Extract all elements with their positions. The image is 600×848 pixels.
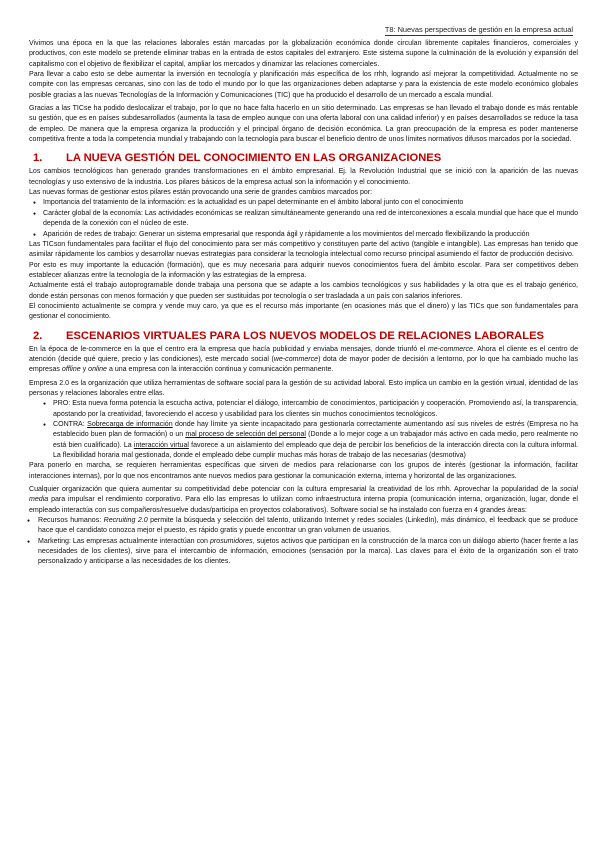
intro-paragraph-1: Vivimos una época en la que las relaciones laborales están marcadas por la globalización económica donde circulan libremente capitales financieros, comerciales y productivos, con este modelo se pretende eliminar trabas en la entrada de estos capitales del extranjero. Este sistema supone la culminación de la evolución y expansión del capitalismo con el objetivo de flexibilizar el capital, ampliar los mercados y dinamizar las relaciones comerciales.	[29, 40, 578, 68]
emphasis: social media	[29, 486, 578, 504]
list-item: ● Importancia del tratamiento de la información: es la actualidad es un papel determinante en el ámbito laboral junto con el conocimiento	[29, 198, 578, 208]
emphasis: prosumidores	[210, 537, 253, 545]
intro-paragraph-3: Gracias a las TICse ha podido deslocalizar el trabajo, por lo que no hace falta hacerlo en un sitio determinado. Las empresas se han llevado el trabajo donde es más rentable su gestión, que es en países subdesarrollados (aumenta la tasa de empleo aunque con una oferta laboral con una calidad inferior) y en países desarrollados se reduce la tasa de empleo. De manera que la empresa organiza la producción y el principal órgano de decisión económica. La gran preocupación de la empresa es poder mantenerse competitiva frente a toda la competencia mundial y trabajando con la tecnología para buscar el beneficio dentro de unos límites normativos difusos marcados por la sociedad.	[29, 105, 578, 144]
section-1-paragraph: Actualmente está el trabajo autoprogramable donde trabaja una persona que se adapte a los cambios tecnológicos y sus habilidades y la otra que es el trabajo genérico, donde están personas con menos formación y que pueden ser sustituidas por tecnología o ser trasladada a un país con salarios inferiores.	[29, 282, 578, 300]
list-item-contra	[41, 420, 578, 461]
section-2-paragraph: Para ponerlo en marcha, se requieren herramientas específicas que sirven de medios para relacionarse con los grupos de interés (gestionar la información, facilitar interacciones internas), por lo que nos encontramos ante nuevos medios para gestionar la comunicación externa, interna y horizontal de las organizaciones.	[29, 462, 578, 480]
text-run: permite la búsqueda y selección del talento, utilizando Internet y redes sociales (LinkedIn), más dinámico, el feedback que se produce hace que el candidato conozca mejor el puesto, es rápido gratis y puede encontrar un gran volumen de usuarios.	[38, 517, 578, 535]
list-item-pro: ● PRO: Esta nueva forma potencia la escucha activa, potenciar el diálogo, intercambio de conocimientos, participación y cooperación. Promoviendo así, la transparencia, apostando por la creatividad, favoreciendo el acceso y usabilidad para los clientes sin muchos conocimientos tecnológicos.	[41, 399, 578, 420]
emphasis: me-commerce	[427, 345, 473, 353]
text-run: Recursos humanos:	[38, 517, 104, 525]
emphasis: Recruiting 2.0	[103, 517, 148, 525]
text-run: a una empresa con la interacción continua y comunicación permanente.	[106, 366, 334, 374]
section-2-title: ESCENARIOS VIRTUALES PARA LOS NUEVOS MODELOS DE RELACIONES LABORALES	[66, 329, 544, 342]
section-1-number: 1.	[33, 152, 43, 165]
underlined-text: mal proceso de selección del personal	[185, 431, 306, 439]
intro-paragraph-2: Para llevar a cabo esto se debe aumentar la inversión en tecnología y planificación más específica de los rrhh, logrando así mejorar la competitividad. Actualmente no se compite con las empresas cercanas, sino con las de todo el mundo por lo que las organizaciones deben adaptarse y para la existencia de este modelo económico globales posible gracias a las nuevas Tecnologías de la Información y Comunicaciones (TIC) que ha producido el desarrollo de un mercado a escala mundial.	[29, 71, 578, 99]
section-1-bullet-list	[29, 198, 578, 239]
text-run: CONTRA:	[53, 421, 88, 428]
emphasis: online	[88, 366, 107, 374]
list-item-recursos-humanos	[29, 516, 578, 537]
section-2-number: 2.	[33, 329, 43, 342]
list-item-marketing	[29, 537, 578, 568]
section-1-paragraph: El conocimiento actualmente se compra y vende muy caro, ya que es el recurso más importante (en ocasiones más que el dinero) y las TICs que son fundamentales para gestionar el conocimiento.	[29, 302, 578, 321]
section-1-paragraph: Por esto es muy importante la educación (formación), que es muy necesaria para adquirir nuevos conocimientos fuera del ámbito escolar. Para ser competitivos deben establecer alianzas entre la tecnología de la información y las estrategias de la empresa.	[29, 261, 578, 279]
text-run: para impulsar el rendimiento corporativo. Para ello las empresas lo utilizan como infraestructura interna propia (comunicación interna, organización, lugar, donde el empleado interactúa con sus compañeros/resuelve dudas/participa en proyectos colaborativos). Software social se ha instalado con fuerza en 4 grandes áreas:	[29, 496, 578, 514]
document-body	[29, 39, 578, 568]
areas-list	[29, 516, 578, 568]
page-header: T8: Nuevas perspectivas de gestión en la empresa actual	[384, 25, 573, 34]
underlined-text: interacción virtual	[133, 441, 189, 449]
text-run: En la época de le-commerce en la que el centro era la empresa que hacía publicidad y enviaba mensajes, donde triunfó el	[29, 345, 428, 353]
list-item: ● Carácter global de la economía: Las actividades económicas se realizan simultáneamente generando una red de interconexiones a escala mundial que hace que el mundo dependa de la conexión con el núcleo de este.	[29, 209, 578, 230]
section-2-paragraph	[29, 345, 578, 376]
section-1-heading	[29, 152, 578, 164]
text-run: Marketing: Las empresas actualmente interactúan con	[38, 537, 211, 545]
section-1-paragraph: Las TICson fundamentales para facilitar el flujo del conocimiento para ser más competitivo y constituyen parte del activo (tangible e intangible). Las empresas han tenido que asimilar rápidamente los cambios y desarrollar nuevas estrategias para considerar la tecnología intelectual como recurso principal asumiendo el factor de producción decisivo.	[29, 240, 578, 259]
section-2-paragraph	[29, 485, 578, 516]
section-1-paragraph: Las nuevas formas de gestionar estos pilares están provocando una serie de grandes cambios marcados por:	[29, 189, 373, 197]
text-run: , sujetos activos que participan en la construcción de la marca con un diálogo abierto (hacer frente a las necesidades de los clientes), sirve para el intercambio de información, emociones (sensación por la marca). Las claves para el éxito de la organización son el trato personalizado y anticiparse a las necesidades de los clientes.	[38, 537, 578, 566]
section-2-paragraph: Empresa 2.0 es la organización que utiliza herramientas de software social para la gestión de su actividad laboral. Esto implica un cambio en la gestión virtual, identidad de las personas y relaciones laborales entre ellas.	[29, 379, 578, 397]
pro-contra-list	[29, 399, 578, 461]
list-item: ● Aparición de redes de trabajo: Generar un sistema empresarial que responda ágil y rápidamente a los movimientos del mercado flexibilizando la producción	[29, 230, 578, 240]
text-run: y	[80, 366, 89, 374]
text-run: favorece a un aislamiento del empleado que deja de percibir los beneficios de la interacción directa con la cultura informal. La flexibilidad horaria mal gestionada, donde el empleado debe cumplir muchas más horas de trabajo de las necesarias (desmotiva)	[53, 441, 578, 460]
section-1-title: LA NUEVA GESTIÓN DEL CONOCIMIENTO EN LAS ORGANIZACIONES	[66, 152, 442, 165]
text-run: (Donde a lo mejor coge a un trabajador más activo en cada medio, pero realmente no está bien cualificado). La	[53, 431, 578, 449]
underlined-text: Sobrecarga de información	[87, 421, 173, 428]
emphasis: offline	[61, 366, 81, 374]
text-run: Cualquier organización que quiera aumentar su competitividad debe potenciar con la cultura empresarial la creatividad de los rrhh. Aprovechar la popularidad de la	[29, 486, 560, 494]
text-run: ) dota de mayor poder de decisión a lentorno, por lo que ha cambiado mucho las empresas	[29, 355, 578, 374]
text-run: . Ahora el cliente es el centro de atención (decide qué quiere, precio y las condiciones), este mercado social (	[29, 345, 578, 363]
emphasis: we-commerce	[273, 355, 319, 363]
section-2-heading	[29, 330, 578, 342]
text-run: donde hay límite ya siente incapacitado para gestionarla correctamente aumentando así sus niveles de estrés (Empresa no ha establecido buen plan de formación) o un	[53, 421, 578, 439]
section-1-paragraph: Los cambios tecnológicos han generado grandes transformaciones en el ámbito empresarial. Ej. la Revolución Industrial que se inició con la aparición de las nuevas tecnologías y uso extensivo de la industria. Los pilares básicos de la empresa actual son la información y el conocimiento.	[29, 168, 578, 186]
